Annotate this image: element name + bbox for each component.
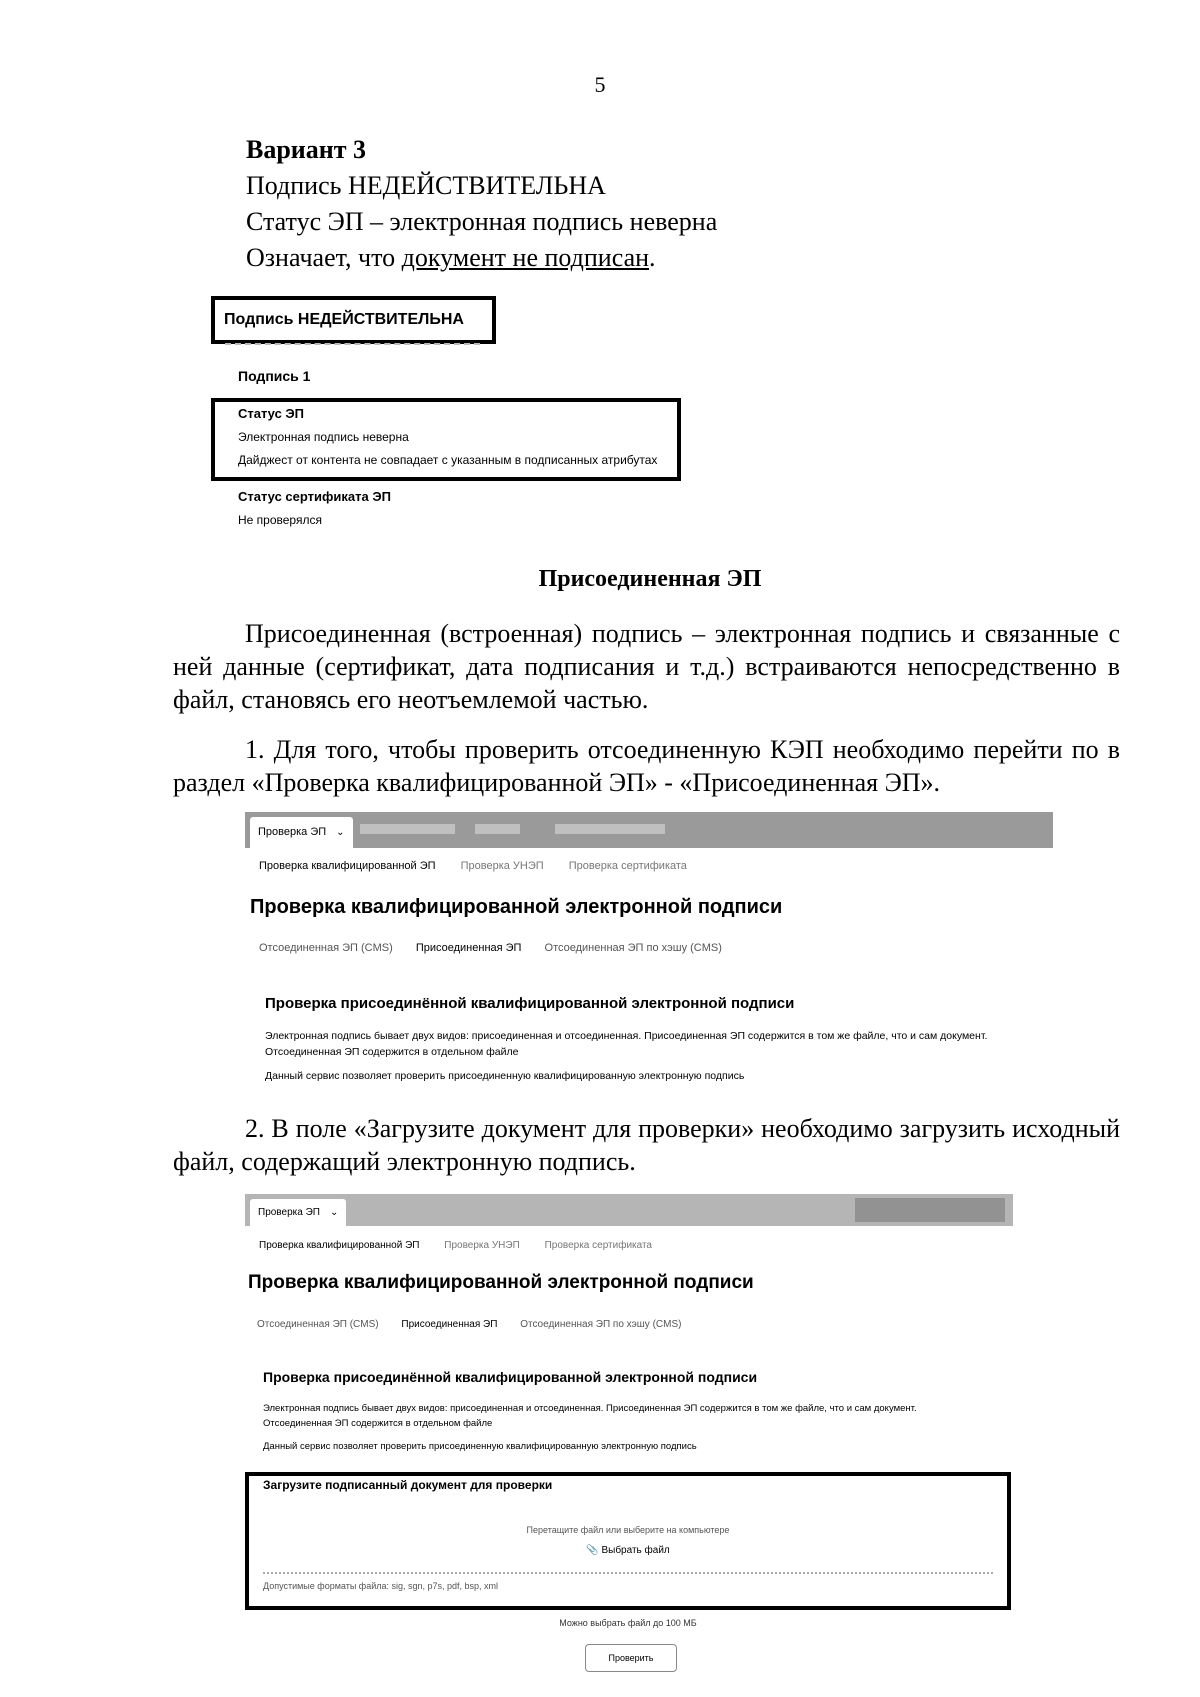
nav-item-blurred [855,1198,1005,1222]
status-description: Дайджест от контента не совпадает с указанным в подписанных атрибутах [238,453,658,467]
screenshot-upload-page [245,1194,1015,1674]
chevron-down-icon: ⌄ [329,1207,339,1218]
upload-limit: Можно выбрать файл до 100 МБ [559,1618,697,1628]
tab-attached[interactable]: Присоединенная ЭП [401,1319,498,1330]
page-title: Проверка квалифицированной электронной подписи [248,1272,754,1293]
dropzone-border [263,1572,993,1574]
meaning-suffix: . [649,243,656,272]
nav-item-blurred [555,824,665,834]
cert-status-label: Статус сертификата ЭП [238,489,391,504]
signature-heading: Подпись 1 [238,368,311,384]
page-title: Проверка квалифицированной электронной подписи [250,896,783,918]
variant-line-meaning [246,240,717,276]
description-line-1: Электронная подпись бывает двух видов: присоединенная и отсоединенная. Присоединенная ЭП содержится в том же файле, что и сам документ. [265,1030,988,1042]
variant-heading: Вариант 3 [246,135,367,164]
variant-line-status: Статус ЭП – электронная подпись неверна [246,207,718,236]
section-heading: Присоединенная ЭП [538,566,762,592]
paragraph-attached-definition: Присоединенная (встроенная) подпись – электронная подпись и связанные с ней данные (сертификат, дата подписания и т.д.) встраиваются непосредственно в файл, становясь его неотъемлемой частью. [173,619,1120,714]
status-value: Электронная подпись неверна [238,430,409,444]
page-number: 5 [594,72,606,97]
nav-tab-label: Проверка ЭП [258,1207,320,1218]
subnav-unep[interactable]: Проверка УНЭП [444,1240,520,1251]
tab-detached-cms[interactable]: Отсоединенная ЭП (CMS) [257,1319,379,1330]
tab-detached-hash[interactable]: Отсоединенная ЭП по хэшу (CMS) [520,1319,682,1330]
section-subtitle: Проверка присоединённой квалифицированной электронной подписи [265,995,795,1012]
chevron-down-icon: ⌄ [336,827,345,838]
paragraph-step-1: 1. Для того, чтобы проверить отсоединенную КЭП необходимо перейти по в раздел «Проверка квалифицированной ЭП» - «Присоединенная ЭП». [173,735,1120,797]
choose-file-label: Выбрать файл [601,1545,670,1556]
signature-type-tabs [259,942,742,954]
sub-navigation [259,860,709,872]
top-nav-bar [245,1194,1013,1226]
variant-block [246,132,717,276]
paperclip-icon: 📎 [586,1545,602,1556]
subnav-qualified[interactable]: Проверка квалифицированной ЭП [259,1240,420,1251]
section-subtitle: Проверка присоединённой квалифицированной электронной подписи [263,1369,758,1385]
subnav-certificate[interactable]: Проверка сертификата [568,860,687,872]
variant-line-signature: Подпись НЕДЕЙСТВИТЕЛЬНА [246,171,606,200]
description-line-3: Данный сервис позволяет проверить присоединенную квалифицированную электронную подпись [263,1441,697,1452]
description-line-1: Электронная подпись бывает двух видов: присоединенная и отсоединенная. Присоединенная ЭП содержится в том же файле, что и сам документ. [263,1403,917,1414]
divider [225,343,480,345]
nav-tab-verify[interactable] [250,817,353,848]
description-line-3: Данный сервис позволяет проверить присоединенную квалифицированную электронную подпись [265,1070,745,1082]
nav-item-blurred [475,824,520,834]
status-label: Статус ЭП [238,406,305,421]
description-line-2: Отсоединенная ЭП содержится в отдельном файле [263,1418,493,1429]
check-button[interactable]: Проверить [585,1644,677,1672]
nav-tab-verify[interactable] [250,1199,346,1226]
cert-status-value: Не проверялся [238,513,322,527]
meaning-underlined: документ не подписан [401,243,650,272]
upload-formats: Допустимые форматы файла: sig, sgn, p7s, pdf, bsp, xml [263,1581,499,1591]
tab-detached-hash[interactable]: Отсоединенная ЭП по хэшу (CMS) [544,942,722,954]
tab-attached[interactable]: Присоединенная ЭП [415,942,522,954]
upload-hint: Перетащите файл или выберите на компьютере [526,1525,730,1535]
signature-type-tabs [257,1319,701,1330]
subnav-qualified[interactable]: Проверка квалифицированной ЭП [259,860,436,872]
description-line-2: Отсоединенная ЭП содержится в отдельном файле [265,1046,519,1058]
choose-file-link[interactable] [245,1545,1011,1556]
sub-navigation [259,1240,674,1251]
paragraph-step-2: 2. В поле «Загрузите документ для проверки» необходимо загрузить исходный файл, содержащий электронную подпись. [173,1114,1120,1176]
subnav-certificate[interactable]: Проверка сертификата [544,1240,652,1251]
upload-title: Загрузите подписанный документ для проверки [263,1478,553,1492]
nav-tab-label: Проверка ЭП [258,826,327,838]
screenshot-verification-page [245,812,1055,1092]
signature-result-title: Подпись НЕДЕЙСТВИТЕЛЬНА [211,296,496,344]
nav-item-blurred [360,824,455,834]
subnav-unep[interactable]: Проверка УНЭП [460,860,544,872]
screenshot-signature-result [205,292,705,532]
meaning-prefix: Означает, что [246,243,402,272]
top-nav-bar [245,812,1053,848]
tab-detached-cms[interactable]: Отсоединенная ЭП (CMS) [259,942,393,954]
